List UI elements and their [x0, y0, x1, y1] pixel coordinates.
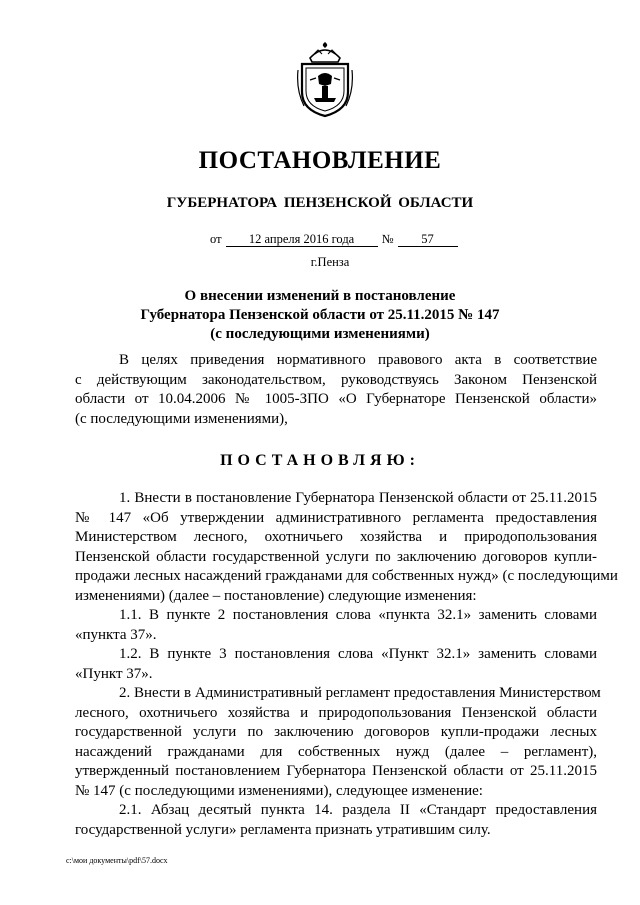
preamble — [75, 351, 597, 429]
document-title: ПОСТАНОВЛЕНИЕ — [198, 147, 442, 174]
decree-word: ПОСТАНОВЛЯЮ: — [220, 452, 420, 469]
paragraph-1-2 — [75, 645, 597, 684]
file-path-footer: c:\мои документы\pdf\57.docx — [66, 856, 168, 865]
heading-line: (с последующими изменениями) — [210, 326, 430, 342]
body-line: № 147 (с последующими изменениями), следующее изменение: — [75, 782, 483, 799]
preamble-line: с действующим законодательством, руководствуясь Законом Пензенской — [75, 371, 597, 388]
body-line: «пункта 37». — [75, 626, 157, 643]
date-prefix: от — [210, 232, 222, 246]
body-line: государственной услуги» регламента признать утратившим силу. — [75, 821, 491, 838]
document-heading — [0, 287, 640, 344]
body-line: Министерством лесного, охотничьего хозяйства и природопользования — [75, 529, 597, 545]
heading-line: Губернатора Пензенской области от 25.11.2015 № 147 — [140, 307, 500, 323]
body-line: лесного, охотничьего хозяйства и природопользования Пензенской области — [75, 704, 597, 721]
body-line: 2. Внести в Административный регламент предоставления Министерством — [119, 685, 601, 701]
body-line: № 147 «Об утверждении административного регламента предоставления — [75, 509, 597, 526]
body-line: 2.1. Абзац десятый пункта 14. раздела II «Стандарт предоставления — [119, 802, 597, 818]
body-line: утвержденный постановлением Губернатора Пензенской области от 25.11.2015 — [75, 763, 597, 779]
paragraph-2 — [75, 684, 601, 801]
document-date: 12 апреля 2016 года — [226, 232, 378, 247]
paragraph-1 — [75, 489, 618, 606]
paragraph-2-1 — [75, 801, 597, 840]
paragraph-1-1 — [75, 606, 597, 645]
number-prefix: № — [381, 232, 394, 246]
preamble-line: В целях приведения нормативного правового акта в соответствие — [119, 352, 597, 368]
city: г.Пенза — [310, 255, 350, 269]
date-number-line — [206, 232, 458, 247]
body-line: 1. Внести в постановление Губернатора Пензенской области от 25.11.2015 — [119, 490, 597, 506]
body-line: государственной услуги по заключению договоров купли-продажи лесных — [75, 724, 597, 740]
preamble-line: области от 10.04.2006 № 1005-ЗПО «О Губернаторе Пензенской области» — [75, 391, 597, 407]
preamble-line: (с последующими изменениями), — [75, 410, 288, 427]
coat-of-arms-icon — [296, 40, 354, 120]
heading-line: О внесении изменений в постановление — [184, 288, 456, 304]
body-line: насаждений гражданами для собственных нужд (далее – регламент), — [75, 743, 597, 760]
body-line: Пензенской области государственной услуги по заключению договоров купли- — [75, 548, 597, 565]
body-line: «Пункт 37». — [75, 665, 153, 682]
body-line: 1.1. В пункте 2 постановления слова «пункта 32.1» заменить словами — [119, 607, 597, 623]
body-line: изменениями) (далее – постановление) следующие изменения: — [75, 587, 477, 604]
document-number: 57 — [398, 232, 458, 247]
body-line: 1.2. В пункте 3 постановления слова «Пункт 32.1» заменить словами — [119, 646, 597, 662]
issuer-subtitle: ГУБЕРНАТОРА ПЕНЗЕНСКОЙ ОБЛАСТИ — [166, 195, 474, 211]
document-body — [75, 489, 618, 840]
body-line: продажи лесных насаждений гражданами для собственных нужд» (с последующими — [75, 568, 618, 584]
